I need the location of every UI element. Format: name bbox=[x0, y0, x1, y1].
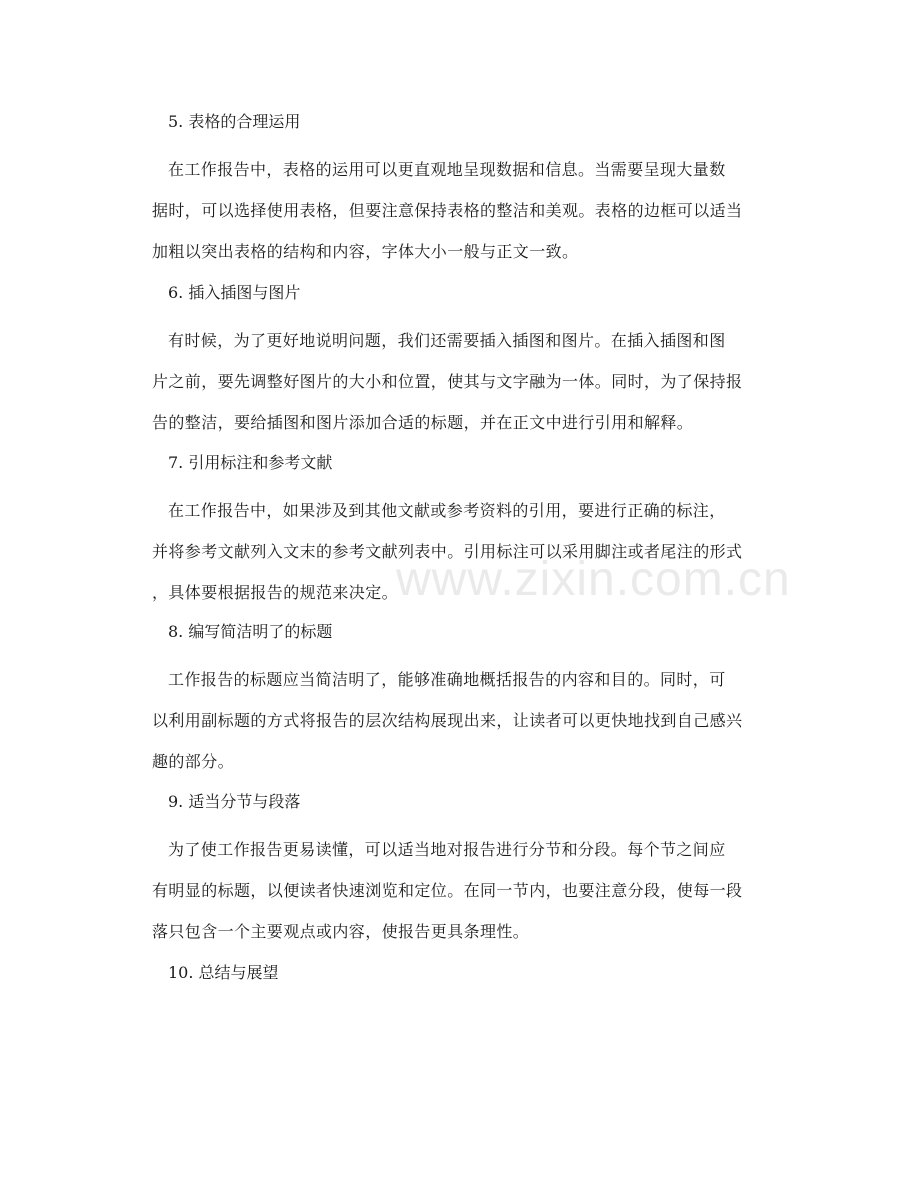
section-paragraph bbox=[152, 840, 788, 942]
section-heading: 6. 插入插图与图片 bbox=[168, 283, 301, 302]
paragraph-line: 趣的部分。 bbox=[152, 752, 235, 771]
paragraph-line: 工作报告的标题应当简洁明了，能够准确地概括报告的内容和目的。同时，可 bbox=[168, 670, 726, 689]
paragraph-line: ，具体要根据报告的规范来决定。 bbox=[152, 583, 399, 602]
paragraph-line: 在工作报告中，表格的运用可以更直观地呈现数据和信息。当需要呈现大量数 bbox=[168, 160, 726, 179]
paragraph-line: 告的整洁，要给插图和图片添加合适的标题，并在正文中进行引用和解释。 bbox=[152, 413, 694, 432]
paragraph-line: 有时候，为了更好地说明问题，我们还需要插入插图和图片。在插入插图和图 bbox=[168, 331, 726, 350]
section-heading: 7. 引用标注和参考文献 bbox=[168, 453, 333, 472]
section-heading: 10. 总结与展望 bbox=[168, 963, 279, 982]
paragraph-line: 加粗以突出表格的结构和内容，字体大小一般与正文一致。 bbox=[152, 242, 579, 261]
section-heading: 8. 编写简洁明了的标题 bbox=[168, 622, 333, 641]
section-heading: 5. 表格的合理运用 bbox=[168, 112, 301, 131]
paragraph-line: 以利用副标题的方式将报告的层次结构展现出来，让读者可以更快地找到自己感兴 bbox=[152, 711, 743, 730]
section-paragraph bbox=[152, 670, 788, 772]
section-heading: 9. 适当分节与段落 bbox=[168, 792, 301, 811]
paragraph-line: 并将参考文献列入文末的参考文献列表中。引用标注可以采用脚注或者尾注的形式 bbox=[152, 542, 743, 561]
paragraph-line: 片之前，要先调整好图片的大小和位置，使其与文字融为一体。同时，为了保持报 bbox=[152, 372, 743, 391]
paragraph-line: 据时，可以选择使用表格，但要注意保持表格的整洁和美观。表格的边框可以适当 bbox=[152, 201, 743, 220]
paragraph-line: 为了使工作报告更易读懂，可以适当地对报告进行分节和分段。每个节之间应 bbox=[168, 840, 726, 859]
watermark: www.zixin.com.cn bbox=[396, 553, 791, 606]
paragraph-line: 在工作报告中，如果涉及到其他文献或参考资料的引用，要进行正确的标注， bbox=[168, 501, 726, 520]
section-paragraph bbox=[152, 501, 788, 603]
section-paragraph bbox=[152, 160, 788, 262]
paragraph-line: 有明显的标题，以便读者快速浏览和定位。在同一节内，也要注意分段，使每一段 bbox=[152, 881, 743, 900]
paragraph-line: 落只包含一个主要观点或内容，使报告更具条理性。 bbox=[152, 922, 530, 941]
section-paragraph bbox=[152, 331, 788, 433]
